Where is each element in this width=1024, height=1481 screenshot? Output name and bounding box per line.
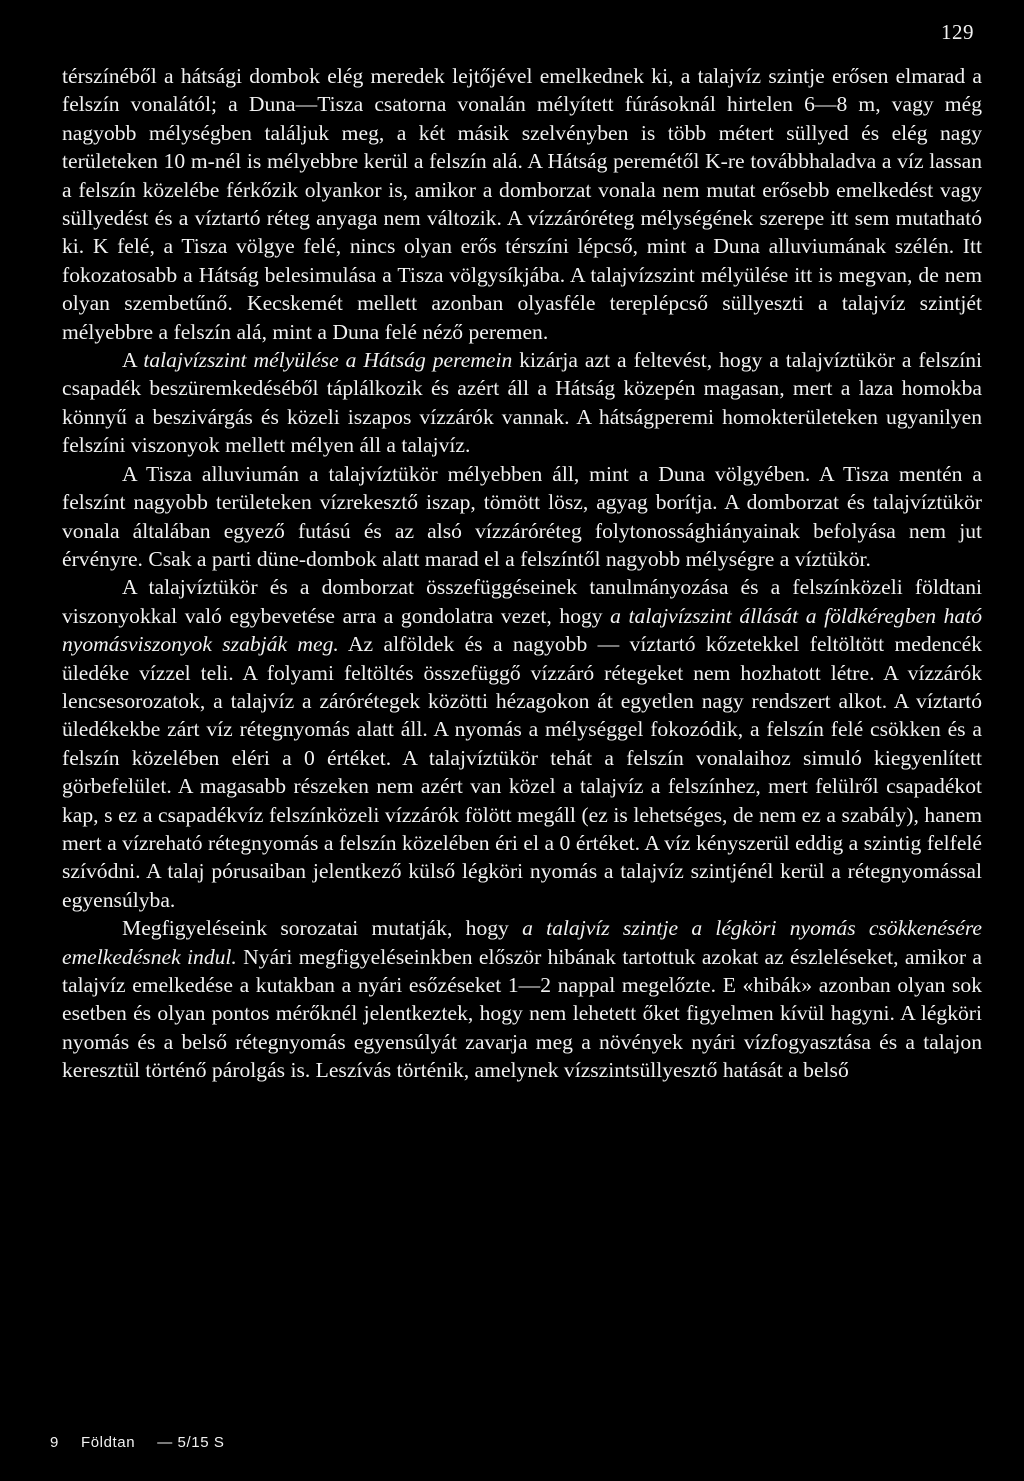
text-run: Nyári megfigyeléseinkben először hibának tartottuk azokat az észleléseket, amikor a talajvíz emelkedése a kutakban a nyári esőzéseket 1—2 nappal megelőzte. E «hibák» azonban olyan sok esetben és olyan pontos mérőknél jelentkeztek, hogy nem lehetett őket figyelmen kívül hagyni. A légköri nyomás és a belső rétegnyomás egyensúlyát zavarja meg a növények nyári vízfogyasztása és a talajon keresztül történő párolgás is. Leszívás történik, amelynek vízszintsüllyesztő hatását a belső: [62, 944, 983, 1083]
paragraph-1: [62, 62, 982, 346]
text-run: Megfigyeléseink sorozatai mutatják, hogy: [122, 916, 523, 941]
emphasis-run: talajvízszint mélyülése a Hátság peremein: [143, 348, 513, 373]
emphasis-run: a talajvíz szintje a légköri nyomás csökkenésére emelkedésnek indul.: [62, 916, 983, 969]
text-run: kizárja azt a feltevést, hogy a talajvíztükör a felszíni csapadék beszüremkedéséből táplálkozik és azért áll a Hátság közepén magasan, mert a laza homokba könnyű a beszivárgás és közeli iszapos vízzárók vannak. A hátságperemi homokterületeken ugyanilyen felszíni viszonyok mellett mélyen áll a talajvíz.: [62, 348, 982, 458]
page-number: 129: [941, 20, 974, 44]
footer-signature: — 5/15 S: [157, 1434, 225, 1451]
text-run: A Tisza alluviumán a talajvíztükör mélyebben áll, mint a Duna völgyében. A Tisza mentén a felszínt nagyobb területeken vízrekesztő iszap, tömött lösz, agyag borítja. A domborzat és talajvíztükör vonala általában egyező futású és az alsó vízzáróréteg folytonossághiányainak befolyása nem jut érvényre. Csak a parti düne-dombok alatt marad el a felszíntől nagyobb mélységre a víztükör.: [62, 461, 982, 571]
text-run: A talajvíztükör és a domborzat összefüggéseinek tanulmányozása és a felszínközeli földtani viszonyokkal való egybevetése arra a gondolatra vezet, hogy: [62, 575, 982, 628]
footer-journal: Földtan: [80, 1434, 136, 1451]
paragraph-5: [62, 914, 982, 1084]
emphasis-run: a talajvízszint állását a földkéregben ható nyomásviszonyok szabják meg.: [62, 603, 983, 657]
text-run: Az alföldek és a nagyobb — víztartó kőzetekkel feltöltött medencék üledéke vízzel teli. A folyami feltöltés összefüggő vízzáró rétegeket nem hozhatott létre. A vízzárók lencsesorozatok, a talajvíz a zárórétegek közötti hézagokon át egyetlen nagy rendszert alkot. A víztartó üledékekbe zárt víz rétegnyomás alatt áll. A nyomás a mélységgel fokozódik, a felszín felé csökken és a felszín közelében eléri a 0 értéket. A talajvíztükör tehát a felszín vonalaihoz simuló kiegyenlített görbefelület. A magasabb részeken nem azért van közel a talajvíz a felszínhez, mert felülről csapadékot kap, s ez a csapadékvíz felszínközeli vízzárók fölött megáll (ez is lehetséges, de nem ez a szabály), hanem mert a vízreható rétegnyomás a felszín közelében éri el a 0 értéket. A víz kényszerül eddig a szintig felfelé szívódni. A talaj pórusaiban jelentkező külső légköri nyomás a talajvíz szintjénél kerül a rétegnyomással egyensúlyba.: [62, 632, 982, 912]
footer-sheet-number: 9: [50, 1434, 59, 1451]
text-body: [62, 62, 982, 1085]
paragraph-3: [62, 460, 982, 574]
paragraph-2: [62, 346, 982, 460]
page-footer: [50, 1434, 247, 1451]
text-run: A: [122, 348, 144, 373]
paragraph-4: [62, 573, 982, 914]
text-run: térszínéből a hátsági dombok elég meredek lejtőjével emelkednek ki, a talajvíz szintje erősen elmarad a felszín vonalától; a Duna—Tisza csatorna vonalán mélyített fúrásoknál hirtelen 6—8 m, vagy még nagyobb mélységben találjuk meg, a két másik szelvényben is több métert süllyed és elég nagy területeken 10 m-nél is mélyebbre kerül a felszín alá. A Hátság peremétől K-re továbbhaladva a víz lassan a felszín közelébe férkőzik olyankor is, amikor a domborzat vonala nem mutat erősebb emelkedést vagy süllyedést és a víztartó réteg anyaga nem változik. A vízzáróréteg mélységének szerepe itt sem mutatható ki. K felé, a Tisza völgye felé, nincs olyan erős térszíni lépcső, mint a Duna alluviumának szélén. Itt fokozatosabb a Hátság belesimulása a Tisza völgysíkjába. A talajvízszint mélyülése itt is megvan, de nem olyan szembetűnő. Kecskemét mellett azonban olyasféle tereplépcső süllyeszti a talajvíz szintjét mélyebbre a felszín alá, mint a Duna felé néző peremen.: [62, 64, 982, 344]
